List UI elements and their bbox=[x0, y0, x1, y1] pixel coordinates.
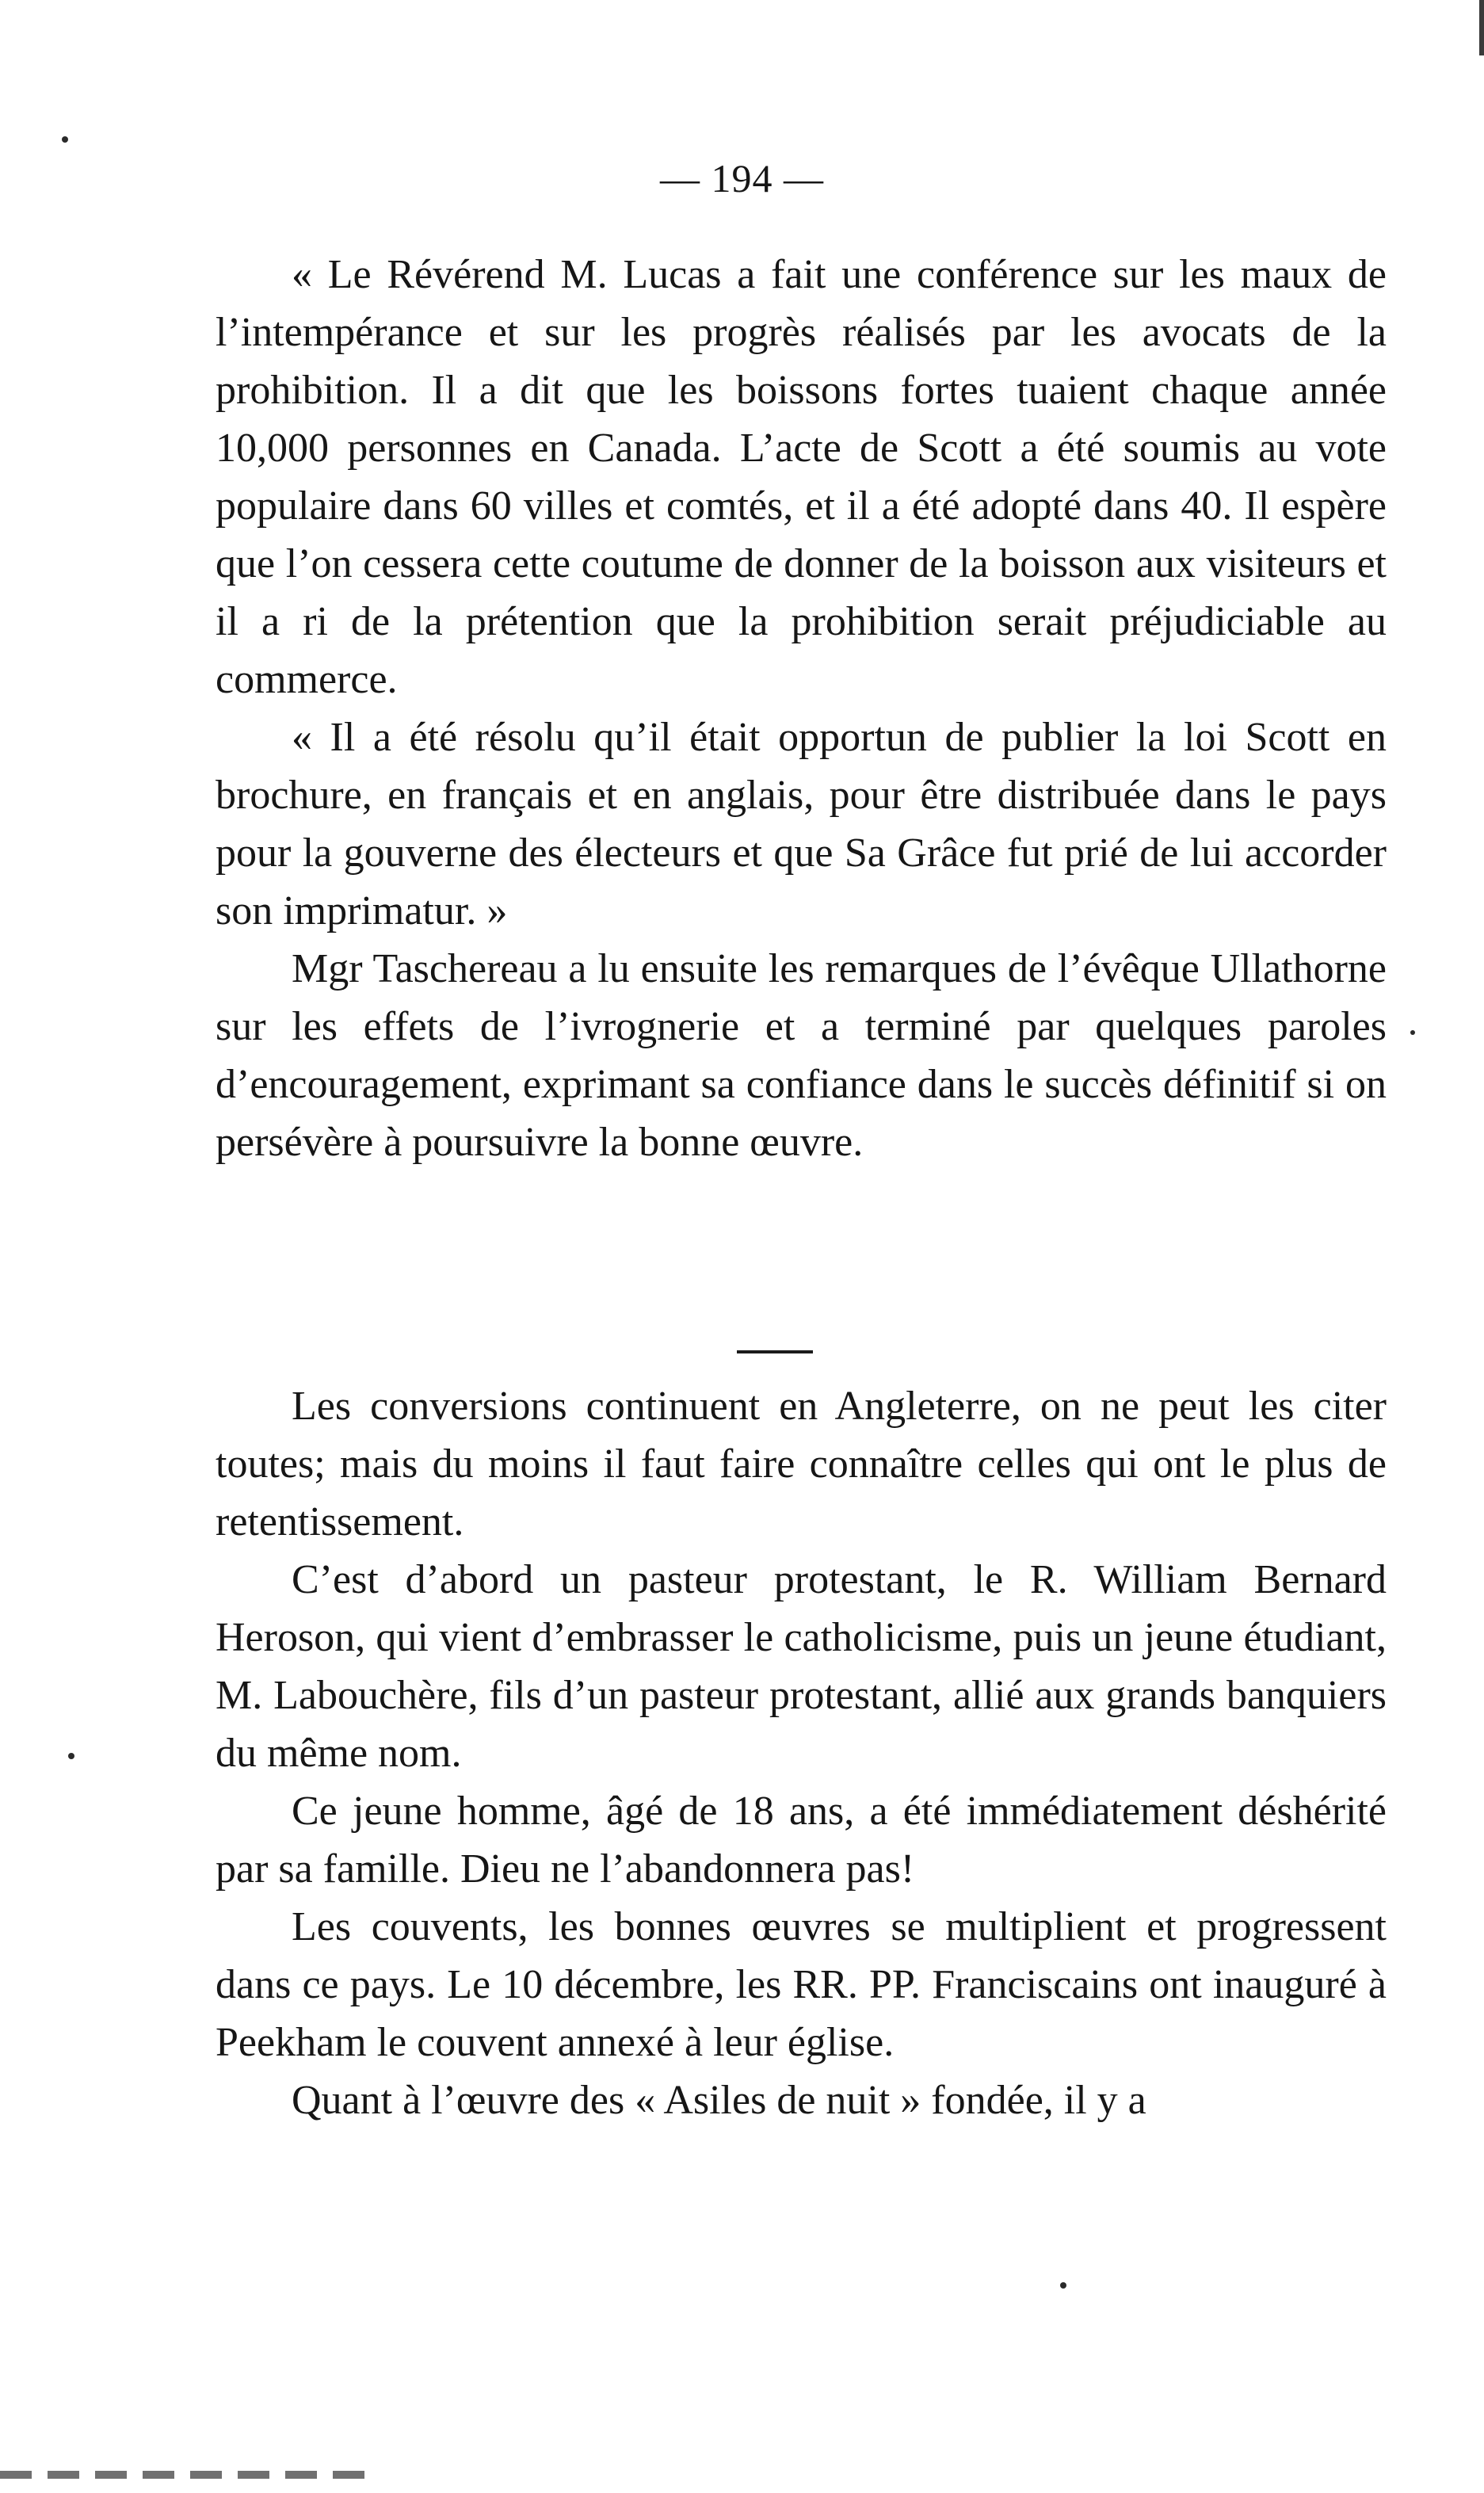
paragraph-convents: Les couvents, les bonnes œuvres se multiplient et progressent dans ce pays. Le 10 décembre, les RR. PP. Franciscains ont inauguré à Peekham le couvent annexé à leur église. bbox=[216, 1904, 1387, 2065]
page-number: — 194 — bbox=[660, 156, 824, 200]
page-edge-mark bbox=[1479, 0, 1484, 55]
text-section-temperance bbox=[216, 246, 1387, 1171]
paragraph-conversions: Les conversions continuent en Angleterre, on ne peut les citer toutes; mais du moins il faut faire connaître celles qui ont le plus de retentissement. bbox=[216, 1384, 1387, 1544]
paragraph-disinherited: Ce jeune homme, âgé de 18 ans, a été immédiatement déshérité par sa famille. Dieu ne l’abandonnera pas! bbox=[216, 1789, 1387, 1892]
paragraph-scott-act-brochure: « Il a été résolu qu’il était opportun de publier la loi Scott en brochure, en français et en anglais, pour être distribuée dans le pays pour la gouverne des électeurs et que Sa Grâce fut prié de lui accorder son imprimatur. » bbox=[216, 715, 1387, 933]
scan-speck bbox=[1410, 1030, 1415, 1035]
scan-speck bbox=[1060, 2282, 1066, 2289]
bottom-scan-artifact bbox=[0, 2471, 380, 2479]
scan-speck bbox=[68, 1753, 74, 1759]
paragraph-night-shelters: Quant à l’œuvre des « Asiles de nuit » fondée, il y a bbox=[292, 2078, 1146, 2123]
paragraph-lucas-conference: « Le Révérend M. Lucas a fait une conférence sur les maux de l’intempérance et sur les progrès réalisés par les avocats de la prohibition. Il a dit que les boissons fortes tuaient chaque année 10,000 personnes en Canada. L’acte de Scott a été soumis au vote populaire dans 60 villes et comtés, et il a été adopté dans 40. Il espère que l’on cessera cette coutume de donner de la boisson aux visiteurs et il a ri de la prétention que la prohibition serait préjudiciable au commerce. bbox=[216, 252, 1387, 702]
section-divider bbox=[737, 1350, 813, 1353]
paragraph-taschereau-remarks: Mgr Taschereau a lu ensuite les remarques de l’évêque Ullathorne sur les effets de l’ivrognerie et a terminé par quelques paroles d’encouragement, exprimant sa confiance dans le succès définitif si on persévère à poursuivre la bonne œuvre. bbox=[216, 946, 1387, 1165]
scan-speck bbox=[62, 136, 68, 143]
text-section-conversions bbox=[216, 1377, 1387, 2129]
paragraph-heroson-labouchere: C’est d’abord un pasteur protestant, le R. William Bernard Heroson, qui vient d’embrasser le catholicisme, puis un jeune étudiant, M. Labouchère, fils d’un pasteur protestant, allié aux grands banquiers du même nom. bbox=[216, 1557, 1387, 1776]
